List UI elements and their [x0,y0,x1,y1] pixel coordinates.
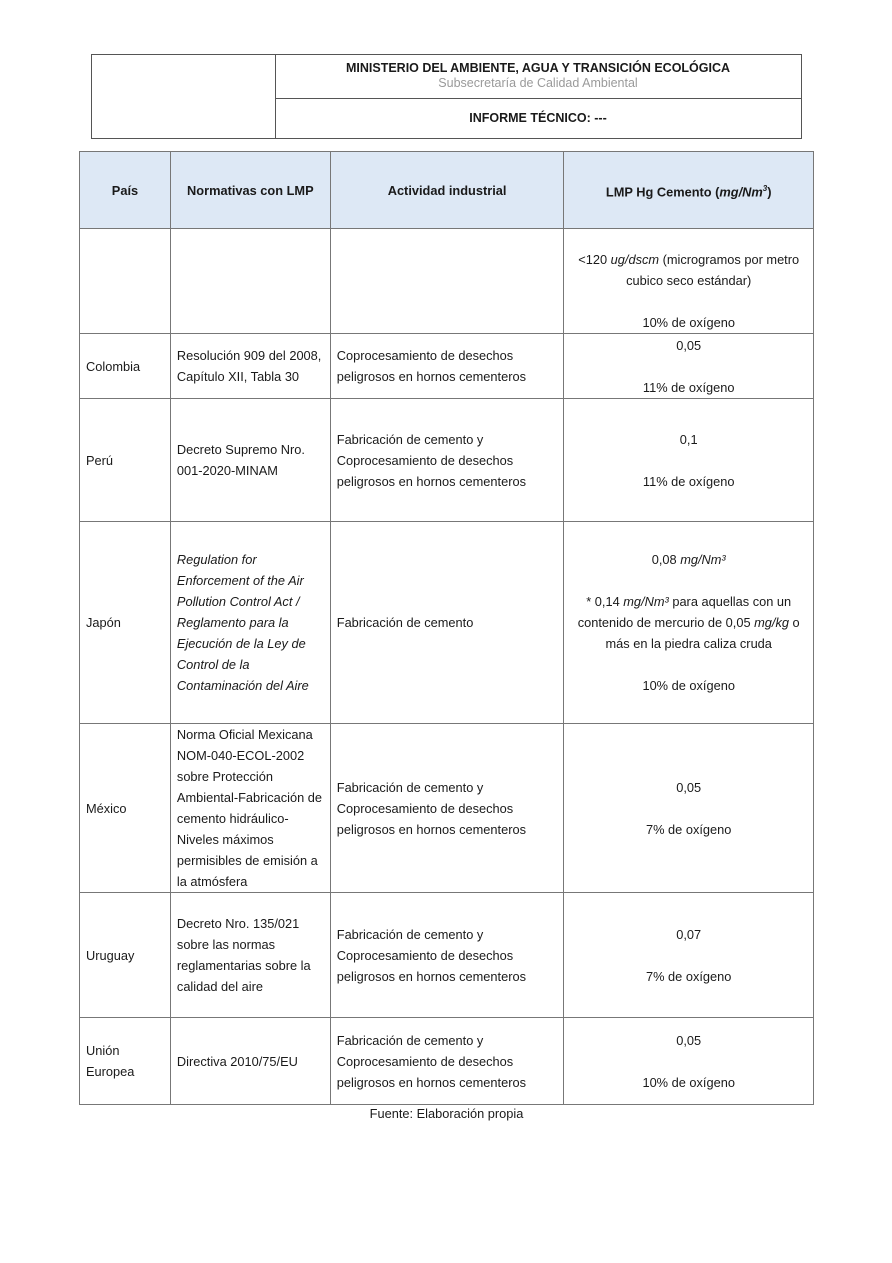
cell-lmp [564,1018,814,1105]
oxygen-ref: 10% de oxígeno [642,678,735,693]
table-row [80,399,814,522]
cell-lmp [564,893,814,1018]
cell-country: Japón [80,522,171,724]
col-header-activity: Actividad industrial [330,152,564,229]
cell-regulation: Decreto Supremo Nro. 001-2020-MINAM [170,399,330,522]
cell-activity: Fabricación de cemento [330,522,564,724]
col-header-regulation: Normativas con LMP [170,152,330,229]
cell-lmp [564,334,814,399]
cell-regulation: Directiva 2010/75/EU [170,1018,330,1105]
table-caption: Fuente: Elaboración propia [369,1106,524,1121]
oxygen-ref: 11% de oxígeno [642,379,735,395]
lmp-value: 0,05 [676,337,702,353]
col-header-lmp [564,152,814,229]
col4-suffix: ) [767,184,772,200]
cell-activity: Fabricación de cemento y Coprocesamiento de desechos peligrosos en hornos cementeros [330,893,564,1018]
cell-country: Uruguay [80,893,171,1018]
document-header [91,54,802,139]
lmp-value: 0,1 [679,431,698,447]
cell-lmp [564,522,814,724]
table-row [80,522,814,724]
table-row [80,1018,814,1105]
cell-activity: Coprocesamiento de desechos peligrosos en hornos cementeros [330,334,564,399]
cell-activity: Fabricación de cemento y Coprocesamiento de desechos peligrosos en hornos cementeros [330,1018,564,1105]
cell-country: Colombia [80,334,171,399]
cell-activity: Fabricación de cemento y Coprocesamiento de desechos peligrosos en hornos cementeros [330,724,564,893]
cell-regulation [170,229,330,334]
cell-activity [330,229,564,334]
cell-country: Unión Europea [80,1018,171,1105]
lmp-value: <120 ug/dscm (microgramos por metro cubico seco estándar) [578,252,800,288]
cell-country: México [80,724,171,893]
col-header-country: País [80,152,171,229]
oxygen-ref: 10% de oxígeno [642,1074,735,1090]
lmp-value: 0,05 [676,1032,702,1048]
cell-lmp [564,399,814,522]
table-row [80,893,814,1018]
cell-regulation: Norma Oficial Mexicana NOM-040-ECOL-2002 sobre Protección Ambiental-Fabricación de cemento hidráulico-Niveles máximos permisibles de emisión a la atmósfera [170,724,330,893]
report-cell [275,98,801,138]
cell-activity: Fabricación de cemento y Coprocesamiento de desechos peligrosos en hornos cementeros [330,399,564,522]
header-title-cell [275,55,801,99]
subsecretary-title: Subsecretaría de Calidad Ambiental [438,76,638,90]
col4-sup: 3 [762,183,768,193]
col4-unit: mg/Nm [719,184,763,200]
cell-country: Perú [80,399,171,522]
lmp-value: 0,05 [676,779,702,795]
lmp-note: * 0,14 mg/Nm³ para aquellas con un contenido de mercurio de 0,05 mg/kg o más en la piedra caliza cruda [577,594,800,651]
lmp-value: 0,08 mg/Nm³ [651,552,726,567]
oxygen-ref: 7% de oxígeno [646,968,732,984]
table-row [80,334,814,399]
cell-country [80,229,171,334]
cell-regulation: Regulation for Enforcement of the Air Pollution Control Act / Reglamento para la Ejecución de la Ley de Control de la Contaminación del Aire [170,522,330,724]
lmp-value: 0,07 [676,926,702,942]
oxygen-ref: 7% de oxígeno [646,821,732,837]
col4-prefix: LMP Hg Cemento ( [605,184,720,200]
cell-lmp [564,229,814,334]
oxygen-ref: 11% de oxígeno [642,473,735,489]
table-row [80,724,814,893]
oxygen-ref: 10% de oxígeno [642,315,735,330]
cell-regulation: Decreto Nro. 135/021 sobre las normas reglamentarias sobre la calidad del aire [170,893,330,1018]
logo-area [92,55,276,138]
cell-lmp [564,724,814,893]
table-row [80,229,814,334]
ministry-title: MINISTERIO DEL AMBIENTE, AGUA Y TRANSICIÓN ECOLÓGICA [345,61,731,75]
report-title: INFORME TÉCNICO: --- [469,111,607,125]
cell-regulation: Resolución 909 del 2008, Capítulo XII, Tabla 30 [170,334,330,399]
lmp-table [79,151,814,1105]
table-header-row [80,152,814,229]
